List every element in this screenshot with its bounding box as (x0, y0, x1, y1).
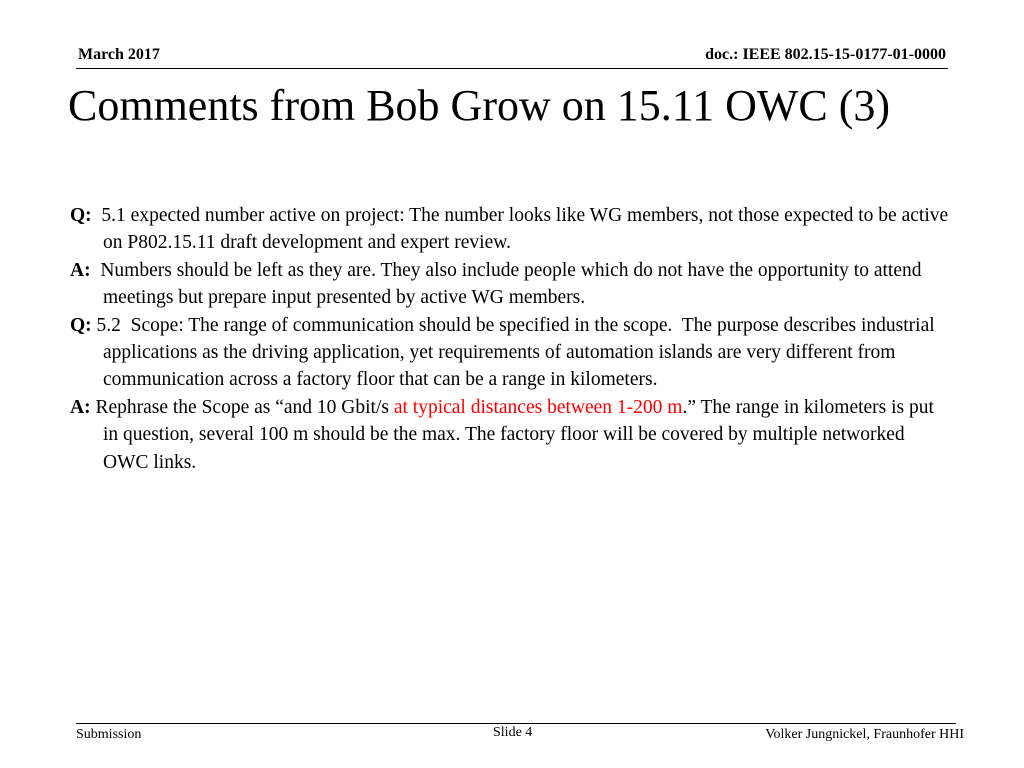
footer-divider (76, 723, 956, 724)
answer-text: Numbers should be left as they are. They also include people which do not have the opportunity to attend meetings but prepare input presented by active WG members. (100, 259, 922, 309)
question-label: Q: (70, 314, 92, 336)
label-gap (92, 205, 102, 226)
footer-submission: Submission (76, 727, 142, 742)
highlighted-distance-text: at typical distances between 1-200 m (393, 396, 683, 418)
answer-paragraph (70, 257, 950, 312)
question-paragraph (70, 312, 950, 394)
label-gap (91, 260, 101, 281)
question-label: Q: (70, 205, 92, 226)
slide-body (70, 202, 950, 476)
slide-number: Slide 4 (493, 725, 533, 740)
question-text: 5.1 expected number active on project: The number looks like WG members, not those expected to be active on P802.15.11 draft development and expert review. (101, 205, 949, 254)
answer-label: A: (70, 396, 91, 418)
question-text: 5.2 Scope: The range of communication should be specified in the scope. The purpose describes industrial applications as the driving application, yet requirements of automation islands are very different from communication across a factory floor that can be a range in kilometers. (96, 314, 940, 391)
slide-title: Comments from Bob Grow on 15.11 OWC (3) (68, 81, 891, 130)
answer-text-after: .” The range in kilometers is put in question, several 100 m should be the max. The factory floor will be covered by multiple networked OWC links. (103, 396, 934, 473)
answer-paragraph (70, 394, 950, 476)
header-doc-id: doc.: IEEE 802.15-15-0177-01-0000 (705, 46, 946, 63)
header-date: March 2017 (78, 46, 160, 63)
footer-author: Volker Jungnickel, Fraunhofer HHI (765, 727, 964, 742)
question-paragraph (70, 202, 950, 257)
answer-label: A: (70, 259, 91, 281)
answer-text-before: Rephrase the Scope as “and 10 Gbit/s (95, 396, 394, 418)
header-divider (76, 68, 948, 69)
